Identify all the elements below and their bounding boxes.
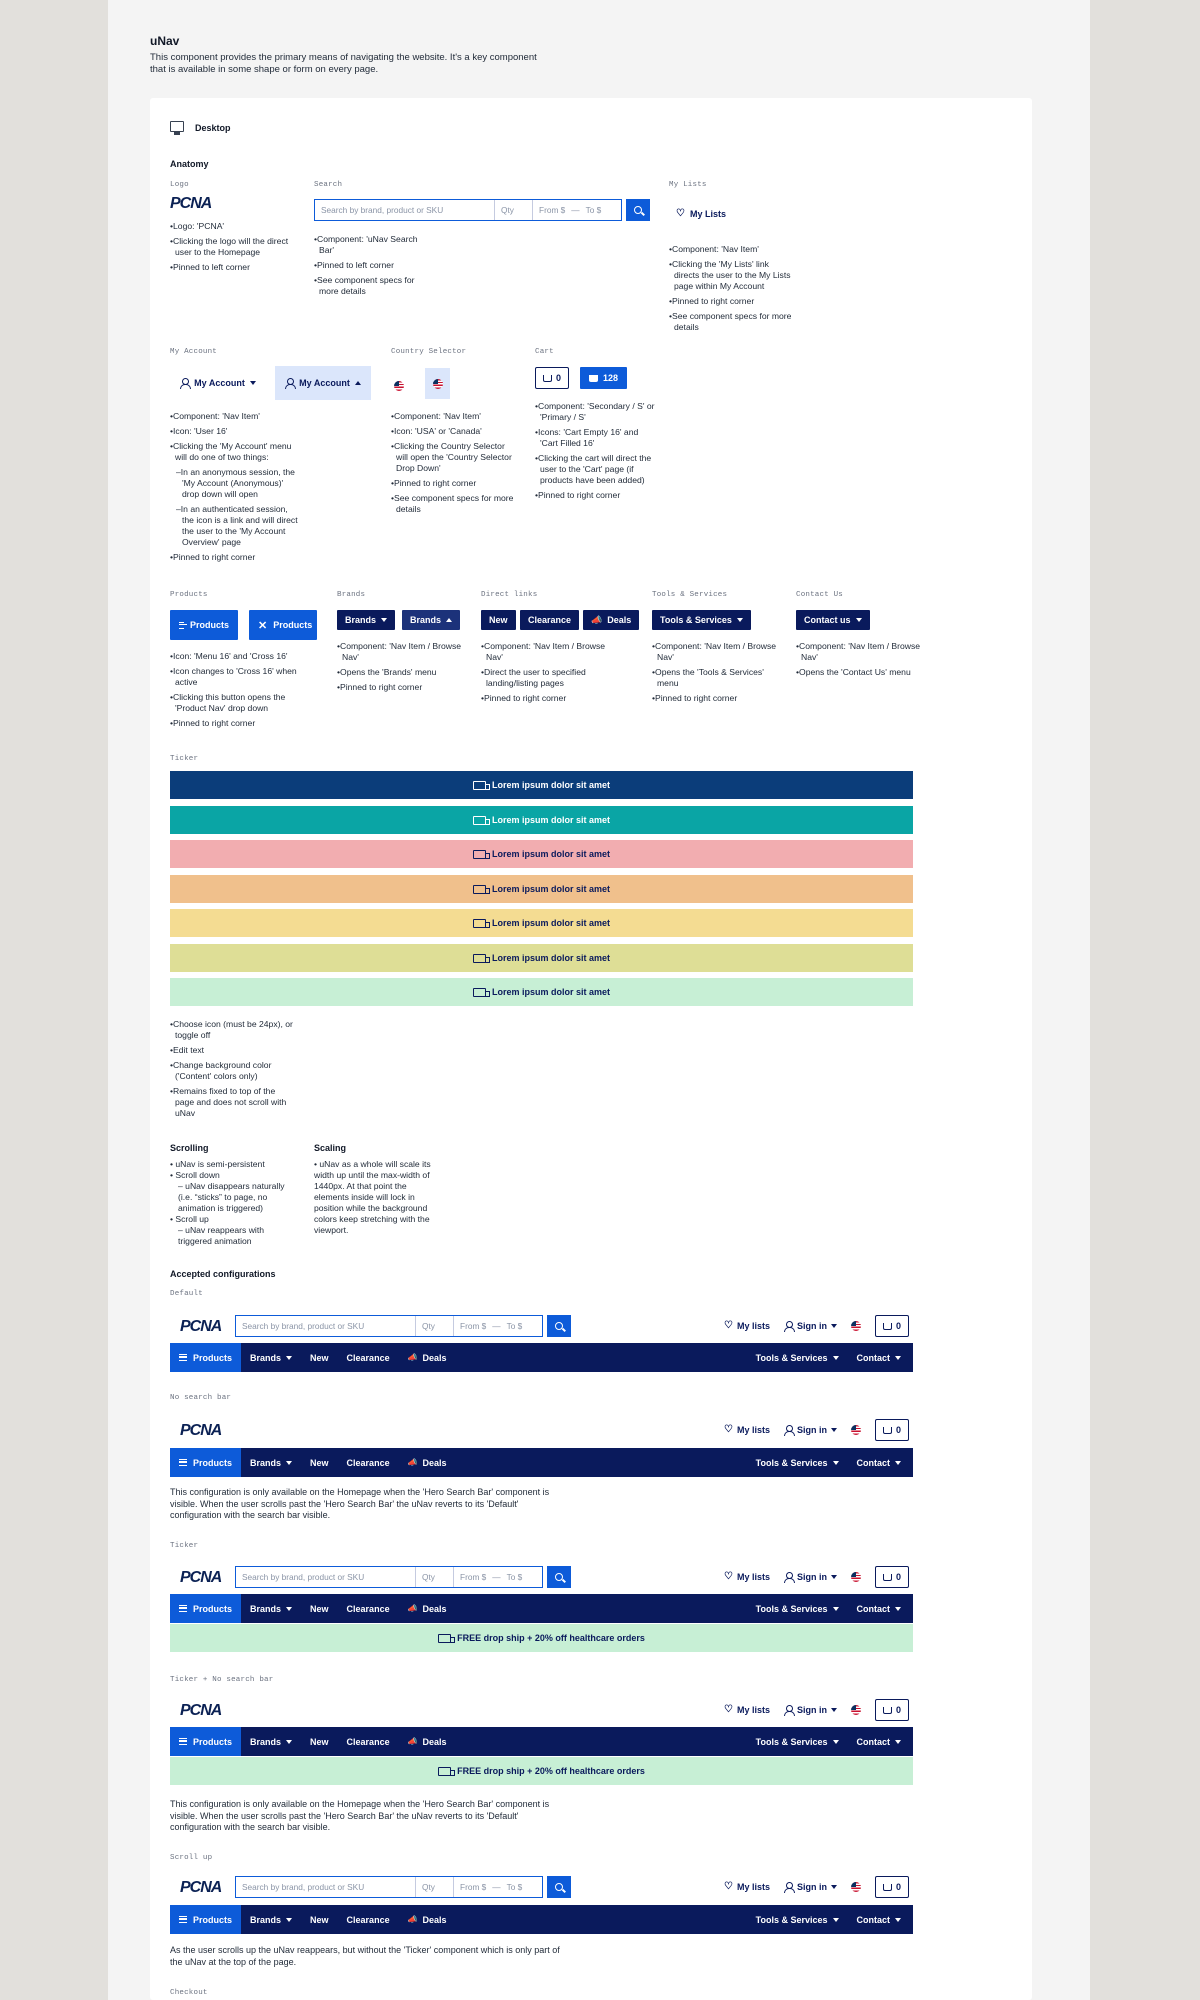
config-no-search-desc: This configuration is only available on the Homepage when the 'Hero Search Bar' component is visible. When the user scrolls past the 'Hero Search Bar' the uNav reverts to its 'Default' configuration with the search bar visible. [170,1487,550,1520]
megaphone-icon: 📣 [407,1353,418,1362]
price-range-input[interactable]: From $ — To $ [460,1882,523,1892]
usa-flag-icon[interactable] [851,1705,861,1715]
country-notes: • Component: 'Nav Item' • Icon: 'USA' or 'Canada' • Clicking the Country Selector will open the 'Country Selector Drop Down' • Pinned to right corner • See component specs for more details [391,411,519,519]
truck-icon [438,1634,451,1643]
ticker-bar: Lorem ipsum dolor sit amet [170,806,913,834]
search-input[interactable]: Search by brand, product or SKU [236,1316,416,1336]
search-input[interactable]: Search by brand, product or SKU [315,200,495,220]
my-lists-link[interactable]: ♡ My lists [724,1704,770,1715]
unav-top-row [170,1872,913,1902]
menu-icon [179,622,184,629]
country-label: Country Selector [391,348,467,356]
chevron-down-icon [895,1461,901,1465]
truck-icon [473,988,486,997]
chevron-down-icon [286,1356,292,1360]
unav-actions [724,1562,913,1592]
deals-link[interactable]: 📣 Deals [407,1457,447,1468]
chevron-down-icon [895,1740,901,1744]
clearance-link[interactable]: Clearance [346,1457,390,1468]
desktop-icon-stand [174,132,180,135]
config-ticker-label: Ticker [170,1542,199,1550]
config-no-search-label: No search bar [170,1394,232,1402]
heart-icon: ♡ [724,1704,733,1715]
my-account-button-active[interactable]: My Account [275,366,371,400]
user-icon [285,378,294,388]
chevron-up-icon [446,618,452,622]
products-label: Products [170,591,208,599]
chevron-down-icon [833,1356,839,1360]
ticker-bar: Lorem ipsum dolor sit amet [170,978,913,1006]
sign-in-link[interactable]: Sign in [784,1321,837,1331]
chevron-down-icon [833,1607,839,1611]
usa-flag-icon[interactable] [851,1882,861,1892]
my-lists-link[interactable]: ♡ My lists [724,1320,770,1331]
truck-icon [473,850,486,859]
new-link[interactable]: New [310,1736,329,1747]
heart-icon: ♡ [724,1571,733,1582]
ticker-notes: • Choose icon (must be 24px), or toggle off • Edit text • Change background color ('Content' colors only) • Remains fixed to top of the page and does not scroll with uNav [170,1019,295,1123]
config-default-label: Default [170,1290,203,1298]
logo-label: Logo [170,181,189,189]
my-lists-link[interactable]: ♡ My lists [724,1424,770,1435]
search-label: Search [314,181,343,189]
chevron-down-icon [831,1708,837,1712]
truck-icon [473,885,486,894]
clearance-link[interactable]: Clearance [346,1352,390,1363]
config-ticker-no-search-desc: This configuration is only available on the Homepage when the 'Hero Search Bar' component is visible. When the user scrolls past the 'Hero Search Bar' the uNav reverts to its 'Default' configuration with the search bar visible. [170,1799,550,1832]
scrolling-heading: Scrolling [170,1143,209,1153]
unav-actions [724,1415,913,1445]
cart-icon [883,1574,892,1581]
products-button[interactable]: Products [170,1727,241,1756]
my-lists-link[interactable]: ♡ My lists [724,1571,770,1582]
usa-flag-icon[interactable] [851,1321,861,1331]
unav-top-row [170,1562,913,1592]
cart-icon [883,1884,892,1891]
usa-flag-icon[interactable] [851,1425,861,1435]
country-selector-active[interactable] [425,368,450,399]
megaphone-icon: 📣 [407,1737,418,1746]
products-button[interactable]: Products [170,1594,241,1623]
ticker-bar: FREE drop ship + 20% off healthcare orders [170,1757,913,1785]
clearance-link[interactable]: Clearance [346,1914,390,1925]
contact-button[interactable]: Contact [848,1915,914,1925]
ticker-bar: Lorem ipsum dolor sit amet [170,909,913,937]
unav-browse-bar [170,1594,913,1623]
config-ticker-no-search-label: Ticker + No search bar [170,1676,274,1684]
products-button[interactable]: Products [170,1905,241,1934]
search-notes: • Component: 'uNav Search Bar' • Pinned to left corner • See component specs for more details [314,234,434,301]
sign-in-link[interactable]: Sign in [784,1882,837,1892]
search-bar [235,1566,571,1588]
my-lists-label: My Lists [669,181,707,189]
anatomy-heading: Anatomy [170,159,209,169]
unav-actions [724,1872,913,1902]
unav-top-row [170,1311,913,1341]
unav-browse-bar [170,1343,913,1372]
brands-notes: • Component: 'Nav Item / Browse Nav' • Opens the 'Brands' menu • Pinned to right corner [337,641,462,697]
menu-icon [179,1916,187,1923]
sign-in-link[interactable]: Sign in [784,1572,837,1582]
heart-icon: ♡ [724,1424,733,1435]
cart-button[interactable]: 0 [875,1566,909,1588]
search-icon [634,206,642,214]
sign-in-link[interactable]: Sign in [784,1425,837,1435]
products-button[interactable]: Products [170,1448,241,1477]
scrolling-notes: • uNav is semi-persistent • Scroll down – uNav disappears naturally (i.e. “sticks” to page, no animation is triggered) • Scroll up – uNav reappears with triggered animation [170,1159,285,1246]
my-account-notes: • Component: 'Nav Item' • Icon: 'User 16' • Clicking the 'My Account' menu will do one of two things: – In an anonymous session, the 'My Account (Anonymous)' drop down will open – In an authenticated session, the icon is a link and will direct the user to the 'My Account Overview' page • Pinned to right corner [170,411,298,567]
cart-icon [883,1427,892,1434]
deals-button[interactable]: 📣 Deals [583,610,639,630]
chevron-down-icon [895,1607,901,1611]
truck-icon [473,781,486,790]
chevron-down-icon [831,1575,837,1579]
desktop-icon [170,121,184,132]
clearance-link[interactable]: Clearance [346,1736,390,1747]
brands-button[interactable]: Brands [337,610,395,630]
tools-label: Tools & Services [652,591,728,599]
chevron-down-icon [895,1918,901,1922]
configs-heading: Accepted configurations [170,1269,276,1279]
heart-icon: ♡ [676,208,685,219]
my-account-label: My Account [170,348,218,356]
cart-button[interactable]: 0 [875,1876,909,1898]
tools-notes: • Component: 'Nav Item / Browse Nav' • Opens the 'Tools & Services' menu • Pinned to right corner [652,641,777,708]
user-icon [784,1425,793,1435]
tools-services-button[interactable]: Tools & Services [747,1604,848,1614]
tools-button[interactable]: Tools & Services [652,610,751,630]
cart-notes: • Component: 'Secondary / S' or 'Primary / S' • Icons: 'Cart Empty 16' and 'Cart Filled 16' • Clicking the cart will direct the user to the 'Cart' page (if products have been added) • Pinned to right corner [535,401,655,505]
megaphone-icon: 📣 [407,1458,418,1467]
price-range-input[interactable]: From $ — To $ [460,1572,523,1582]
usa-flag-icon[interactable] [851,1572,861,1582]
price-range-input[interactable]: From $ — To $ [539,205,602,215]
chevron-down-icon [286,1740,292,1744]
truck-icon [473,919,486,928]
chevron-down-icon [831,1428,837,1432]
search-bar [235,1315,571,1337]
brands-label: Brands [337,591,366,599]
pcna-logo[interactable]: PCNA [180,1879,222,1896]
tools-services-button[interactable]: Tools & Services [747,1737,848,1747]
unav-top-row [170,1415,913,1445]
clearance-link[interactable]: Clearance [346,1603,390,1614]
config-scroll-up-desc: As the user scrolls up the uNav reappears, but without the 'Ticker' component which is only part of the uNav at the top of the page. [170,1945,560,1967]
sign-in-link[interactable]: Sign in [784,1705,837,1715]
direct-links-label: Direct links [481,591,538,599]
unav-actions [724,1311,913,1341]
brands-button[interactable]: Brands [241,1915,301,1925]
search-bar [314,199,650,221]
usa-flag-icon [394,381,404,391]
tools-services-button[interactable]: Tools & Services [747,1353,848,1363]
chevron-down-icon [381,618,387,622]
search-input[interactable]: Search by brand, product or SKU [236,1567,416,1587]
search-button[interactable] [626,199,650,221]
megaphone-icon: 📣 [407,1915,418,1924]
products-button[interactable]: Products [170,1343,241,1372]
chevron-down-icon [286,1918,292,1922]
my-lists-button[interactable]: ♡ My Lists [676,208,726,219]
page-intro: This component provides the primary means of navigating the website. It's a key component that is available in some shape or form on every page. [150,52,537,75]
brands-button[interactable]: Brands [241,1458,301,1468]
menu-icon [179,1354,187,1361]
search-button[interactable] [547,1315,571,1337]
pcna-logo[interactable]: PCNA [180,1318,222,1335]
contact-label: Contact Us [796,591,844,599]
deals-link[interactable]: 📣 Deals [407,1736,447,1747]
unav-top-row [170,1695,913,1725]
cart-button[interactable]: 0 [875,1699,909,1721]
ticker-bar: FREE drop ship + 20% off healthcare orders [170,1624,913,1652]
unav-actions [724,1695,913,1725]
chevron-down-icon [286,1607,292,1611]
ticker-label: Ticker [170,755,199,763]
chevron-down-icon [833,1461,839,1465]
ticker-bar: Lorem ipsum dolor sit amet [170,944,913,972]
cart-filled-icon [589,375,598,382]
deals-link[interactable]: 📣 Deals [407,1352,447,1363]
new-link[interactable]: New [310,1603,329,1614]
ticker-bar: Lorem ipsum dolor sit amet [170,771,913,799]
contact-button[interactable]: Contact [848,1458,914,1468]
search-icon [555,1322,563,1330]
truck-icon [473,816,486,825]
direct-links-notes: • Component: 'Nav Item / Browse Nav' • Direct the user to specified landing/listing pages • Pinned to right corner [481,641,606,708]
menu-icon [179,1605,187,1612]
search-icon [555,1883,563,1891]
chevron-down-icon [250,381,256,385]
user-icon [784,1321,793,1331]
usa-flag-icon [433,379,443,389]
tools-services-button[interactable]: Tools & Services [747,1915,848,1925]
cart-empty-button[interactable]: 0 [535,367,569,389]
user-icon [784,1572,793,1582]
products-button-active[interactable]: ✕ Products [249,610,317,640]
my-lists-link[interactable]: ♡ My lists [724,1881,770,1892]
cart-icon [883,1707,892,1714]
new-link[interactable]: New [310,1352,329,1363]
contact-notes: • Component: 'Nav Item / Browse Nav' • Opens the 'Contact Us' menu [796,641,921,682]
clearance-button[interactable]: Clearance [520,610,579,630]
search-input[interactable]: Search by brand, product or SKU [236,1877,416,1897]
menu-icon [179,1459,187,1466]
chevron-down-icon [856,618,862,622]
deals-link[interactable]: 📣 Deals [407,1914,447,1925]
unav-browse-bar [170,1905,913,1934]
tools-services-button[interactable]: Tools & Services [747,1458,848,1468]
config-checkout-label: Checkout [170,1989,208,1997]
scaling-notes: • uNav as a whole will scale its width up until the max-width of 1440px. At that point the elements inside will lock in position while the background colors keep stretching with the viewport. [314,1159,431,1235]
contact-button[interactable]: Contact [848,1737,914,1747]
megaphone-icon: 📣 [407,1604,418,1613]
chevron-down-icon [831,1324,837,1328]
cart-label: Cart [535,348,554,356]
chevron-down-icon [833,1918,839,1922]
cart-icon [883,1323,892,1330]
unav-browse-bar [170,1448,913,1477]
chevron-down-icon [286,1461,292,1465]
menu-icon [179,1738,187,1745]
user-icon [180,378,189,388]
search-button[interactable] [547,1566,571,1588]
country-selector[interactable] [394,378,404,396]
new-link[interactable]: New [310,1457,329,1468]
search-button[interactable] [547,1876,571,1898]
truck-icon [438,1767,451,1776]
user-icon [784,1705,793,1715]
logo-notes: • Logo: 'PCNA' • Clicking the logo will the direct user to the Homepage • Pinned to left corner [170,221,290,277]
qty-input[interactable]: Qty [416,1316,454,1336]
brands-button[interactable]: Brands [241,1604,301,1614]
contact-us-button[interactable]: Contact us [796,610,870,630]
brands-button[interactable]: Brands [241,1737,301,1747]
new-button[interactable]: New [481,610,516,630]
cart-filled-button[interactable]: 128 [580,367,627,389]
chevron-down-icon [833,1740,839,1744]
new-link[interactable]: New [310,1914,329,1925]
qty-input[interactable]: Qty [495,200,533,220]
ticker-bar: Lorem ipsum dolor sit amet [170,875,913,903]
products-notes: • Icon: 'Menu 16' and 'Cross 16' • Icon changes to 'Cross 16' when active • Clicking this button opens the 'Product Nav' drop down • Pinned to right corner [170,651,298,733]
ticker-bar: Lorem ipsum dolor sit amet [170,840,913,868]
pcna-logo[interactable]: PCNA [170,195,212,212]
chevron-down-icon [737,618,743,622]
deals-link[interactable]: 📣 Deals [407,1603,447,1614]
pcna-logo[interactable]: PCNA [180,1569,222,1586]
cart-button[interactable]: 0 [875,1419,909,1441]
truck-icon [473,954,486,963]
close-icon: ✕ [258,619,268,632]
pcna-logo[interactable]: PCNA [180,1422,222,1439]
search-bar [235,1876,571,1898]
user-icon [784,1882,793,1892]
brands-button-active[interactable]: Brands [402,610,460,630]
heart-icon: ♡ [724,1881,733,1892]
device-label: Desktop [195,123,231,133]
qty-input[interactable]: Qty [416,1567,454,1587]
contact-button[interactable]: Contact [848,1604,914,1614]
page-title: uNav [150,34,180,48]
my-account-button[interactable]: My Account [170,367,266,399]
contact-button[interactable]: Contact [848,1353,914,1363]
cart-button[interactable]: 0 [875,1315,909,1337]
config-scroll-up-label: Scroll up [170,1854,213,1862]
cart-icon [543,375,552,382]
products-button[interactable]: Products [170,610,238,640]
megaphone-icon: 📣 [591,614,603,625]
brands-button[interactable]: Brands [241,1353,301,1363]
chevron-up-icon [355,381,361,385]
unav-browse-bar [170,1727,913,1756]
heart-icon: ♡ [724,1320,733,1331]
my-lists-notes: • Component: 'Nav Item' • Clicking the 'My Lists' link directs the user to the My Lists page within My Account • Pinned to right corner • See component specs for more details [669,244,794,337]
chevron-down-icon [831,1885,837,1889]
chevron-down-icon [895,1356,901,1360]
search-icon [555,1573,563,1581]
scaling-heading: Scaling [314,1143,347,1153]
price-range-input[interactable]: From $ — To $ [460,1321,523,1331]
pcna-logo[interactable]: PCNA [180,1702,222,1719]
qty-input[interactable]: Qty [416,1877,454,1897]
